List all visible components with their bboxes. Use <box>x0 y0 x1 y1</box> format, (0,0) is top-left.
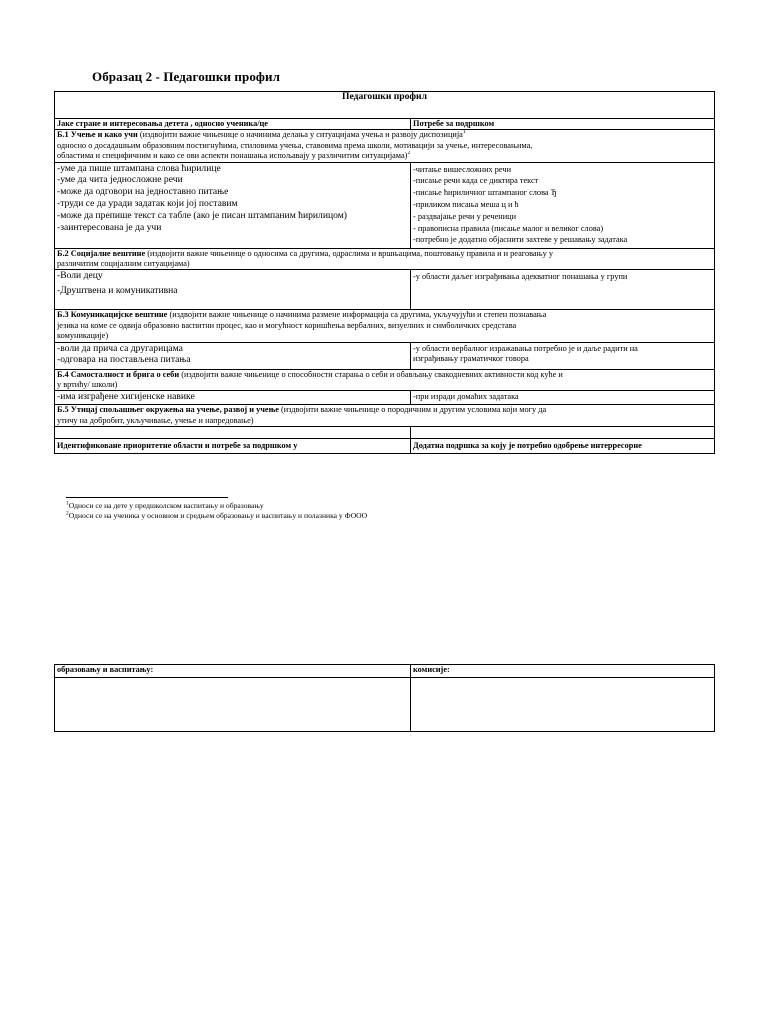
b4-desc-line2: у вртићу/ школи) <box>57 380 118 390</box>
b3-strength-item: -воли да прича са другарицама <box>57 342 183 354</box>
b5-strengths-cell <box>55 427 411 439</box>
strengths-column-header: Јаке стране и интересовања детета , односно ученика/це <box>55 119 411 130</box>
b1-need-item: -писање речи када се диктира текст <box>413 176 539 186</box>
b2-label: Б.2 Социјалне вештине <box>57 248 146 258</box>
b3-needs-cell <box>411 342 715 369</box>
b4-strength-item: -има изграђене хигијенске навике <box>57 391 195 403</box>
b1-need-item: - правописна правила (писање малог и великог слова) <box>413 223 604 233</box>
b1-desc-line1: (издвојити важне чињенице о начинима делања у ситуацијама учења и развоју диспозиција <box>137 130 463 140</box>
b1-strength-item: -заинтересована је да учи <box>57 221 162 233</box>
b1-strengths-cell <box>55 162 411 248</box>
b3-desc-line2: језика на коме се одвија образовно васпитни процес, као и могућност коришћења вербалних, визуелних и симболичких средстава <box>57 320 517 330</box>
table-heading-row <box>55 92 715 119</box>
b2-content-row <box>55 270 715 310</box>
continuation-table <box>54 664 715 732</box>
b5-section-header <box>55 405 715 427</box>
b4-needs-cell <box>411 391 715 405</box>
b5-content-row <box>55 427 715 439</box>
b1-label: Б.1 Учење и како учи <box>57 130 138 140</box>
b5-desc-line1: (издвојити важне чињенице о породичним и другим условима који могу да <box>278 405 547 415</box>
continuation-content-row <box>55 678 715 732</box>
footnote-ref-1: 1 <box>462 130 466 136</box>
education-content-cell <box>55 678 411 732</box>
b5-needs-cell <box>411 427 715 439</box>
b1-strength-item: -уме да пише штампана слова ћирилице <box>57 162 221 174</box>
b1-strength-item: -труди се да уради задатак који јој поставим <box>57 198 238 210</box>
b3-strength-item: -одговара на постављена питања <box>57 354 191 366</box>
footnote-separator <box>66 497 228 498</box>
priority-areas-header: Идентификоване приоритетне области и потребе за подршком у <box>55 439 411 454</box>
b4-content-row <box>55 391 715 405</box>
b1-desc-line3: областима и специфичним и како се ови аспекти понашања испољавају у различитим ситуацијама) <box>57 151 408 161</box>
b1-desc-line2: односно о досадашњим образовним постигнућима, стиловима учења, ставовима према школи, мотивацији за учење, интересовањима, <box>57 140 533 150</box>
b2-strengths-cell <box>55 270 411 310</box>
footnote-1 <box>66 501 367 511</box>
footnote-1-number: 1 <box>66 500 69 507</box>
support-needs-column-header: Потребе за подршком <box>411 119 715 130</box>
b3-need-item: изграђивању граматичког говора <box>413 354 529 364</box>
b3-desc-line1: (издвојити важне чињенице о начинима размене информација са другима, укључујући и степен познавања <box>167 310 547 320</box>
b1-need-item: -писање ћириличног штампаног слова Ђ <box>413 188 557 198</box>
b3-need-item: -у области вербалног изражавања потребно је и даље радити на <box>413 343 638 353</box>
b1-strength-item: -може да препише текст са табле (ако је писан штампаним ћирилицом) <box>57 209 347 221</box>
footnote-2-text: Односи се на ученика у основном и средњем образовању и васпитању и полазника у ФООО <box>68 511 368 520</box>
additional-support-header: Додатна подршка за коју је потребно одобрење интерресорне <box>411 439 715 454</box>
footnote-2-number: 2 <box>66 510 69 517</box>
b4-label: Б.4 Самосталност и брига о себи <box>57 369 180 379</box>
b1-need-item: -потребно је додатно објаснити захтеве у решавању задатака <box>413 235 628 245</box>
b2-strength-item: -Друштвена и комуникативна <box>57 285 178 297</box>
table-heading: Педагошки профил <box>55 92 715 119</box>
b4-description <box>55 369 715 391</box>
b3-strengths-cell <box>55 342 411 369</box>
b5-label: Б.5 Утицај спољашњег окружења на учење, развој и учење <box>57 405 279 415</box>
footnote-2 <box>66 511 367 521</box>
b1-need-item: -приликом писања меша ц и ћ <box>413 200 519 210</box>
b1-need-item: - раздвајање речи у реченици <box>413 211 517 221</box>
footnote-ref-2: 2 <box>407 151 411 157</box>
footnote-1-text: Односи се на дете у предшколском васпитању и образовању <box>68 501 264 510</box>
b1-strength-item: -може да одговори на једноставно питање <box>57 186 229 198</box>
continuation-header-row <box>55 665 715 678</box>
bottom-header-row <box>55 439 715 454</box>
b5-description <box>55 405 715 427</box>
b3-content-row <box>55 342 715 369</box>
b2-needs-cell <box>411 270 715 310</box>
pedagogical-profile-table <box>54 91 715 454</box>
footnotes <box>66 501 367 521</box>
b2-section-header <box>55 248 715 270</box>
b1-needs-cell <box>411 162 715 248</box>
b1-need-item: -читање вишесложних речи <box>413 164 512 174</box>
b2-need-item: -у области даљег изграђивања адекватног понашања у групи <box>413 272 628 282</box>
b1-description <box>55 130 715 162</box>
commission-content-cell <box>411 678 715 732</box>
commission-header: комисије: <box>411 665 715 678</box>
b2-desc-line1: (издвојити важне чињенице о односима са другима, одраслима и вршњацима, поштовању правила и и реаговању у <box>145 248 553 258</box>
b3-section-header <box>55 310 715 342</box>
b1-section-header <box>55 130 715 162</box>
b4-desc-line1: (издвојити важне чињенице о способности старања о себи и обављању свакодневних активности код куће и <box>179 369 563 379</box>
b4-need-item: -при изради домаћих задатака <box>413 392 519 402</box>
b4-section-header <box>55 369 715 391</box>
form-title: Образац 2 - Педагошки профил <box>92 69 281 84</box>
b3-label: Б.3 Комуникацијске вештине <box>57 310 168 320</box>
b2-strength-item: -Воли децу <box>57 270 103 282</box>
b4-strengths-cell <box>55 391 411 405</box>
column-header-row <box>55 119 715 130</box>
b2-desc-line2: различитим социјалним ситуацијама) <box>57 259 190 269</box>
b5-desc-line2: утичу на добробит, укључивање, учење и напредовање) <box>57 415 254 425</box>
b3-description <box>55 310 715 342</box>
b1-strength-item: -уме да чита једносложне речи <box>57 174 183 186</box>
b3-desc-line3: комуникације) <box>57 331 109 341</box>
b1-content-row <box>55 162 715 248</box>
education-header: образовању и васпитању: <box>55 665 411 678</box>
b2-description <box>55 248 715 270</box>
